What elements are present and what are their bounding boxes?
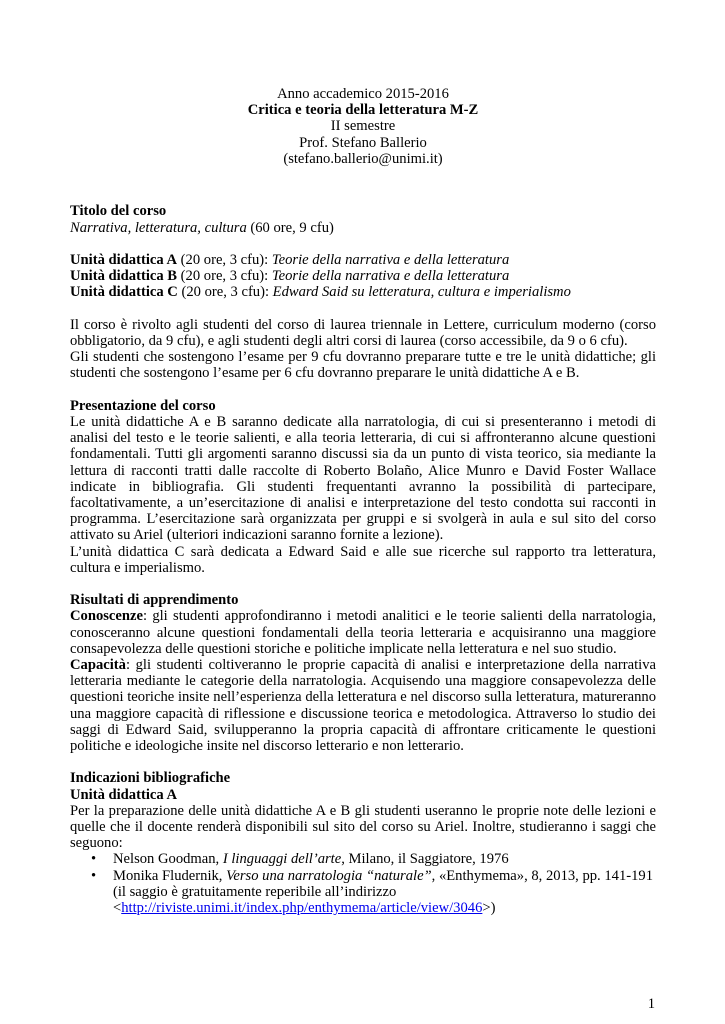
list-item [70,868,656,917]
unit-hours: (20 ore, 3 cfu): [177,251,272,268]
capacita-label: Capacità [70,657,126,674]
bibliografia-section [70,770,656,916]
presentazione-paragraph: L’unità didattica C sarà dedicata a Edward Said e alle sue ricerche sul rapporto tra letteratura, cultura e imperialismo. [70,543,656,576]
course-title: Critica e teoria della letteratura M-Z [247,102,479,119]
risultati-section [70,592,656,754]
item-title: Verso una narratologia “naturale” [226,867,432,884]
item-rest: , Milano, il Saggiatore, 1976 [341,851,509,868]
page-number: 1 [647,996,655,1012]
capacita-text: : gli studenti coltiveranno le proprie capacità di analisi e interpretazione della narrativa letteraria mediante le categorie della narratologia. Acquisendo una maggiore consapevolezza delle questioni teoriche insite nell’esperienza della letteratura e nel discorso sulla letteratura, matureranno una maggiore capacità di riflessione e discussione teorica e metodologica. Attraverso lo studio dei saggi di Edward Said, svilupperanno la propria capacità di affrontare criticamente le questioni politiche e ideologiche insite nel discorso letterario e non letterario. [70,657,656,755]
bibliografia-list [70,851,656,916]
professor-name: Prof. Stefano Ballerio [299,134,427,151]
course-detail: (60 ore, 9 cfu) [246,219,334,236]
academic-year: Anno accademico 2015-2016 [277,86,449,102]
conoscenze-text: : gli studenti approfondiranno i metodi analitici e le teorie salienti della narratologia, conosceranno alcune questioni fondamentali della teoria letteraria e acquisiranno una maggiore consapevolezza delle questioni storiche e politiche implicate nella letteratura e nel suo studio. [70,608,656,657]
titolo-line [70,220,656,236]
document-header [70,86,656,167]
item-author: Nelson Goodman, [113,851,223,868]
risultati-heading: Risultati di apprendimento [70,592,239,609]
bibliografia-subheading: Unità didattica A [70,786,178,803]
unit-hours: (20 ore, 3 cfu): [177,268,272,285]
units-section [70,252,656,301]
presentazione-paragraph: Le unità didattiche A e B saranno dedicate alla narratologia, di cui si presenteranno i metodi di analisi del testo e le teorie salienti, e alla teoria letteraria, di cui si affronteranno alcune questioni fondamentali. Tutti gli argomenti saranno discussi sia da un punto di vista teorico, sia mediante la lettura di racconti tratti dalle raccolte di Roberto Bolaño, Alice Munro e David Foster Wallace indicate in bibliografia. Gli studenti frequentanti avranno la possibilità di partecipare, facoltativamente, a un’esercitazione di analisi e interpretazione del testo condotta sui racconti in programma. L’esercitazione sarà organizzata per gruppi e si svolgerà in aula e sul sito del corso attivato su Ariel (ulteriori indicazioni saranno fornite a lezione). [70,413,656,544]
semester: II semestre [330,118,396,135]
presentazione-heading: Presentazione del corso [70,397,216,414]
unit-a [70,252,656,268]
unit-hours: (20 ore, 3 cfu): [177,284,273,301]
bullet-icon: • [91,867,97,884]
capacita-paragraph [70,657,656,754]
intro-section [70,317,656,382]
intro-paragraph: Il corso è rivolto agli studenti del corso di laurea triennale in Lettere, curriculum moderno (corso obbligatorio, da 9 cfu), e agli studenti degli altri corsi di laurea (corso accessibile, da 9 o 6 cfu). [70,316,656,349]
unit-c [70,284,656,300]
unit-label: Unità didattica A [70,251,178,268]
bibliografia-paragraph: Per la preparazione delle unità didattiche A e B gli studenti useranno le proprie note delle lezioni e quelle che il docente renderà disponibili sul sito del corso su Ariel. Inoltre, studieranno i saggi che seguono: [70,802,656,852]
intro-paragraph: Gli studenti che sostengono l’esame per 9 cfu dovranno preparare tutte e tre le unità didattiche; gli studenti che sostengono l’esame per 6 cfu dovranno preparare le unità didattiche A e B. [70,349,656,382]
conoscenze-paragraph [70,608,656,657]
item-title: I linguaggi dell’arte [222,851,342,868]
course-name: Narrativa, letteratura, cultura [70,219,247,236]
link-close: >) [482,900,496,917]
conoscenze-label: Conoscenze [70,608,143,625]
enthymema-article-link[interactable]: http://riviste.unimi.it/index.php/enthymema/article/view/3046 [121,900,483,917]
professor-email: (stefano.ballerio@unimi.it) [283,150,443,167]
bibliografia-heading: Indicazioni bibliografiche [70,770,231,787]
link-open: < [113,900,122,917]
bullet-icon: • [91,851,97,868]
unit-label: Unità didattica C [70,284,178,301]
item-author: Monika Fludernik, [113,867,227,884]
presentazione-section [70,398,656,576]
unit-b [70,268,656,284]
unit-title: Teorie della narrativa e della letteratura [271,251,510,268]
titolo-section [70,203,656,235]
item-rest: , «Enthymema», 8, 2013, pp. 141-191 (il saggio è gratuitamente reperibile all’indirizzo [113,867,653,900]
document-page [70,86,656,916]
titolo-heading: Titolo del corso [70,203,167,220]
unit-title: Teorie della narrativa e della letteratura [271,268,510,285]
unit-title: Edward Said su letteratura, cultura e imperialismo [272,284,571,301]
unit-label: Unità didattica B [70,268,178,285]
list-item [70,851,656,867]
